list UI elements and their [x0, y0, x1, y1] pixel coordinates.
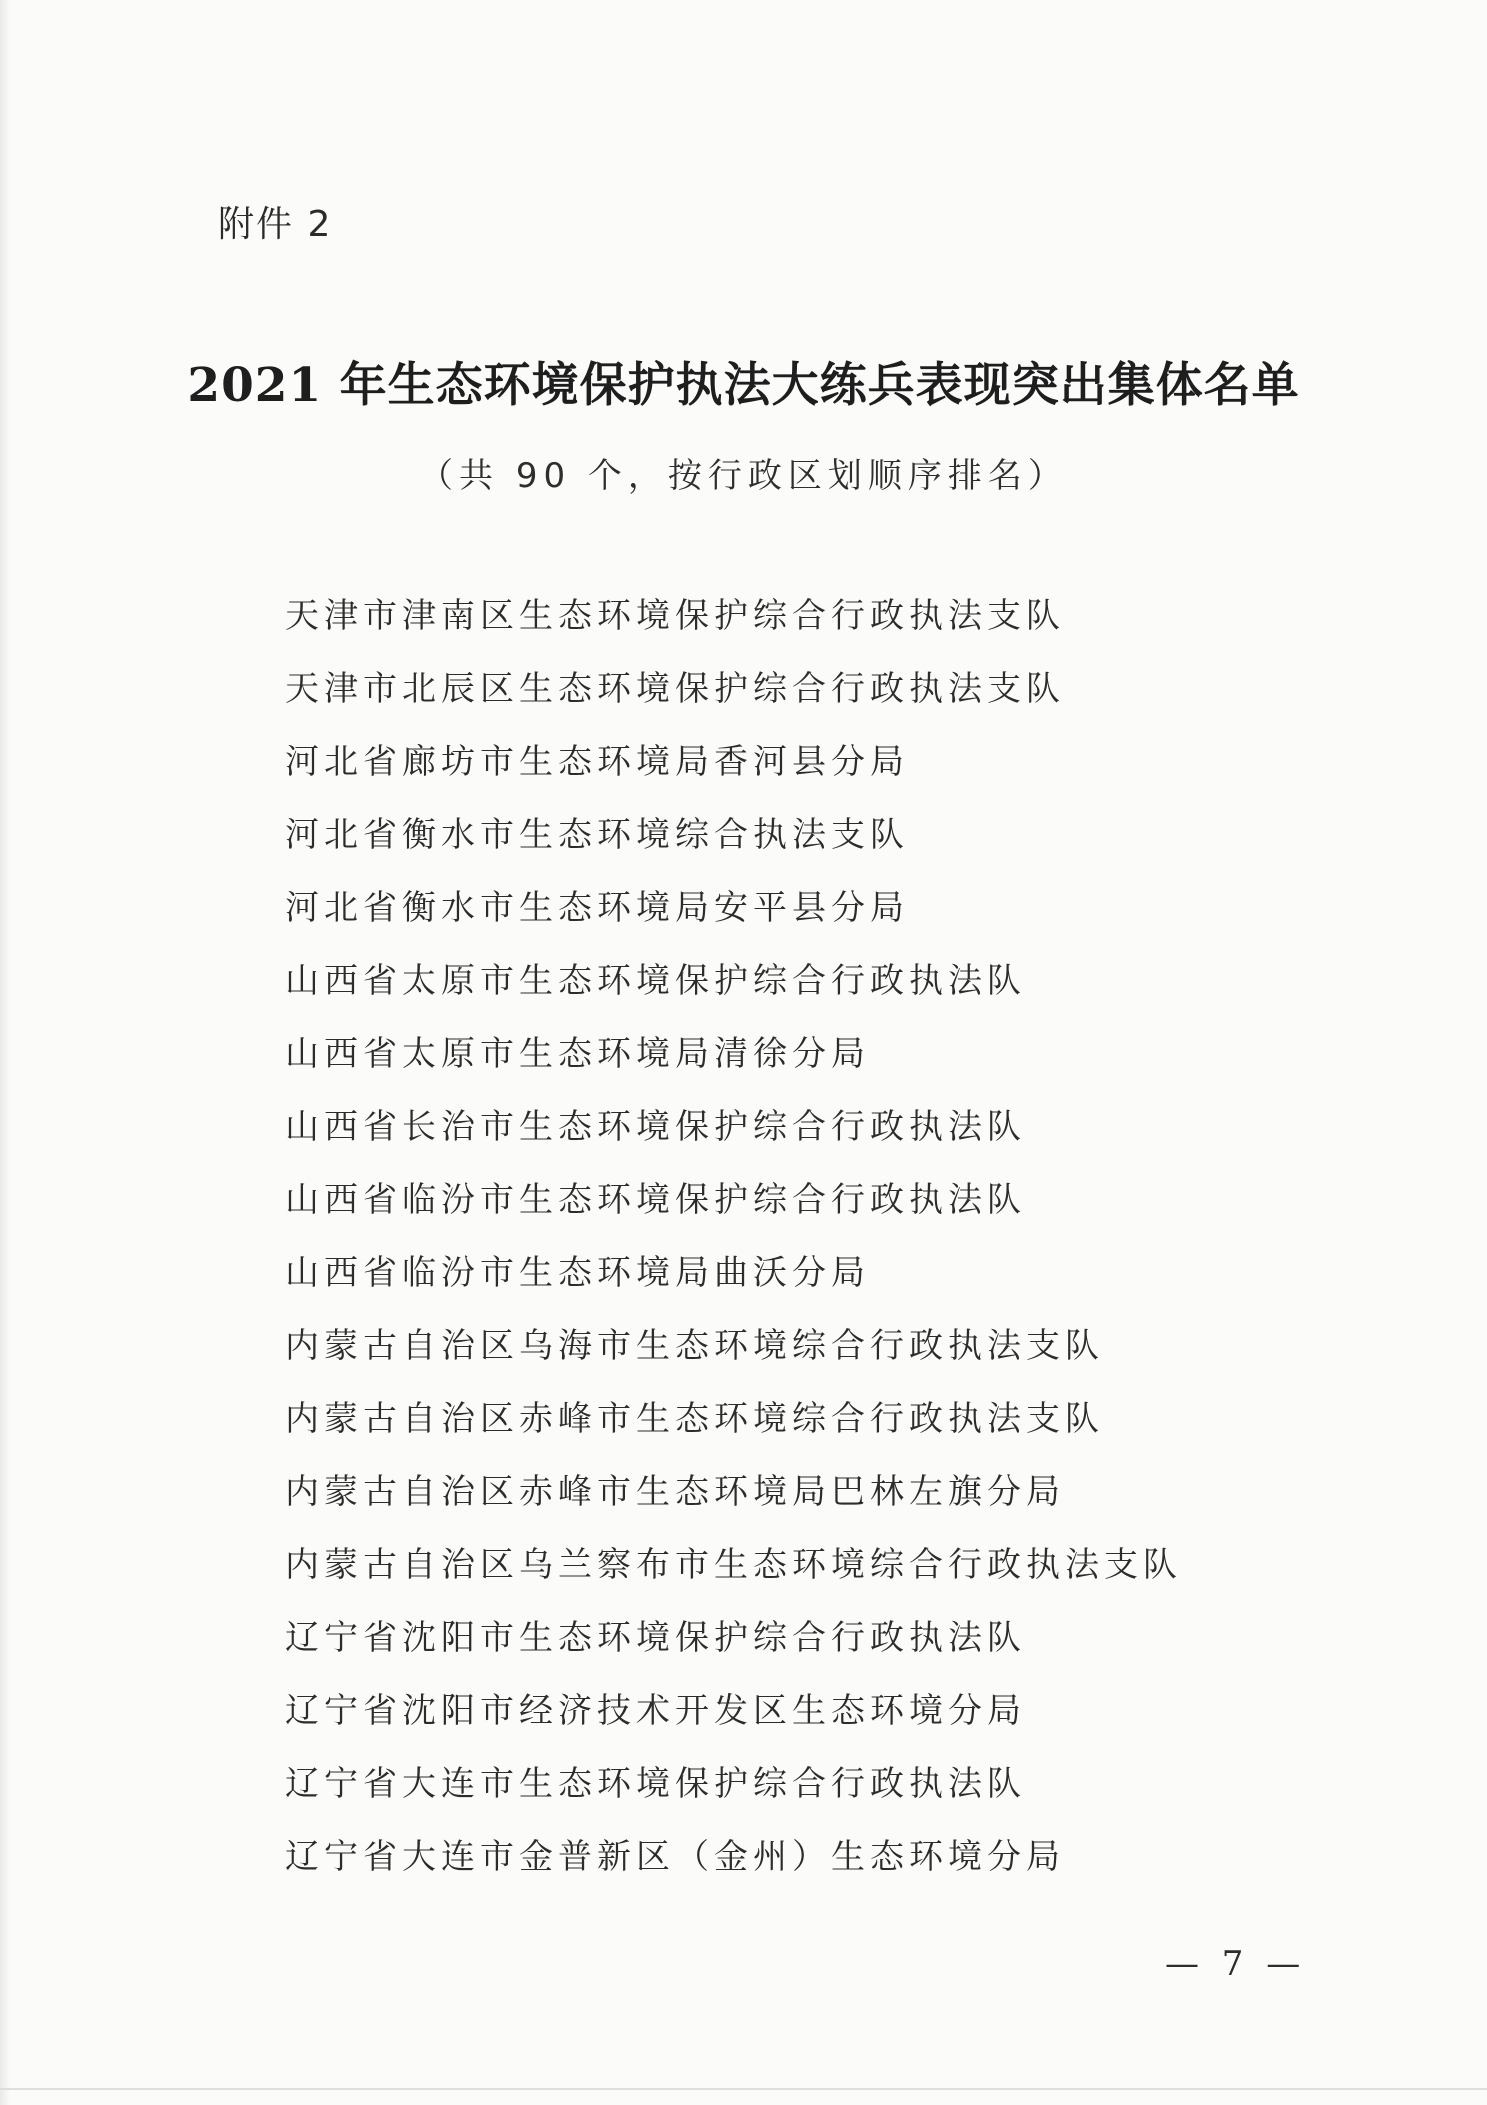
- list-item: 河北省衡水市生态环境局安平县分局: [285, 888, 909, 928]
- list-item: 辽宁省大连市金普新区（金州）生态环境分局: [285, 1837, 1065, 1877]
- list-item: 内蒙古自治区赤峰市生态环境局巴林左旗分局: [285, 1472, 1065, 1512]
- list-item: 天津市津南区生态环境保护综合行政执法支队: [285, 596, 1065, 636]
- list-item: 山西省临汾市生态环境保护综合行政执法队: [285, 1180, 1026, 1220]
- list-item: 山西省太原市生态环境局清徐分局: [285, 1034, 870, 1074]
- list-item: 山西省长治市生态环境保护综合行政执法队: [285, 1107, 1026, 1147]
- scan-bottom-edge: [0, 2088, 1487, 2090]
- list-item: 河北省廊坊市生态环境局香河县分局: [285, 742, 909, 782]
- list-item: 内蒙古自治区乌兰察布市生态环境综合行政执法支队: [285, 1545, 1182, 1585]
- list-item: 辽宁省沈阳市经济技术开发区生态环境分局: [285, 1691, 1026, 1731]
- list-item: 山西省临汾市生态环境局曲沃分局: [285, 1253, 870, 1293]
- page-subtitle: （共 90 个，按行政区划顺序排名）: [419, 456, 1068, 496]
- list-item: 辽宁省大连市生态环境保护综合行政执法队: [285, 1764, 1026, 1804]
- list-item: 内蒙古自治区乌海市生态环境综合行政执法支队: [285, 1326, 1104, 1366]
- list-item: 河北省衡水市生态环境综合执法支队: [285, 815, 909, 855]
- page-title: 2021 年生态环境保护执法大练兵表现突出集体名单: [187, 358, 1300, 413]
- scan-edge: [0, 0, 10, 2105]
- organization-list: [285, 580, 1182, 1894]
- list-item: 内蒙古自治区赤峰市生态环境综合行政执法支队: [285, 1399, 1104, 1439]
- list-item: 山西省太原市生态环境保护综合行政执法队: [285, 961, 1026, 1001]
- page-number: — 7 —: [1165, 1944, 1307, 1984]
- list-item: 天津市北辰区生态环境保护综合行政执法支队: [285, 669, 1065, 709]
- list-item: 辽宁省沈阳市生态环境保护综合行政执法队: [285, 1618, 1026, 1658]
- attachment-label: 附件 2: [218, 204, 333, 245]
